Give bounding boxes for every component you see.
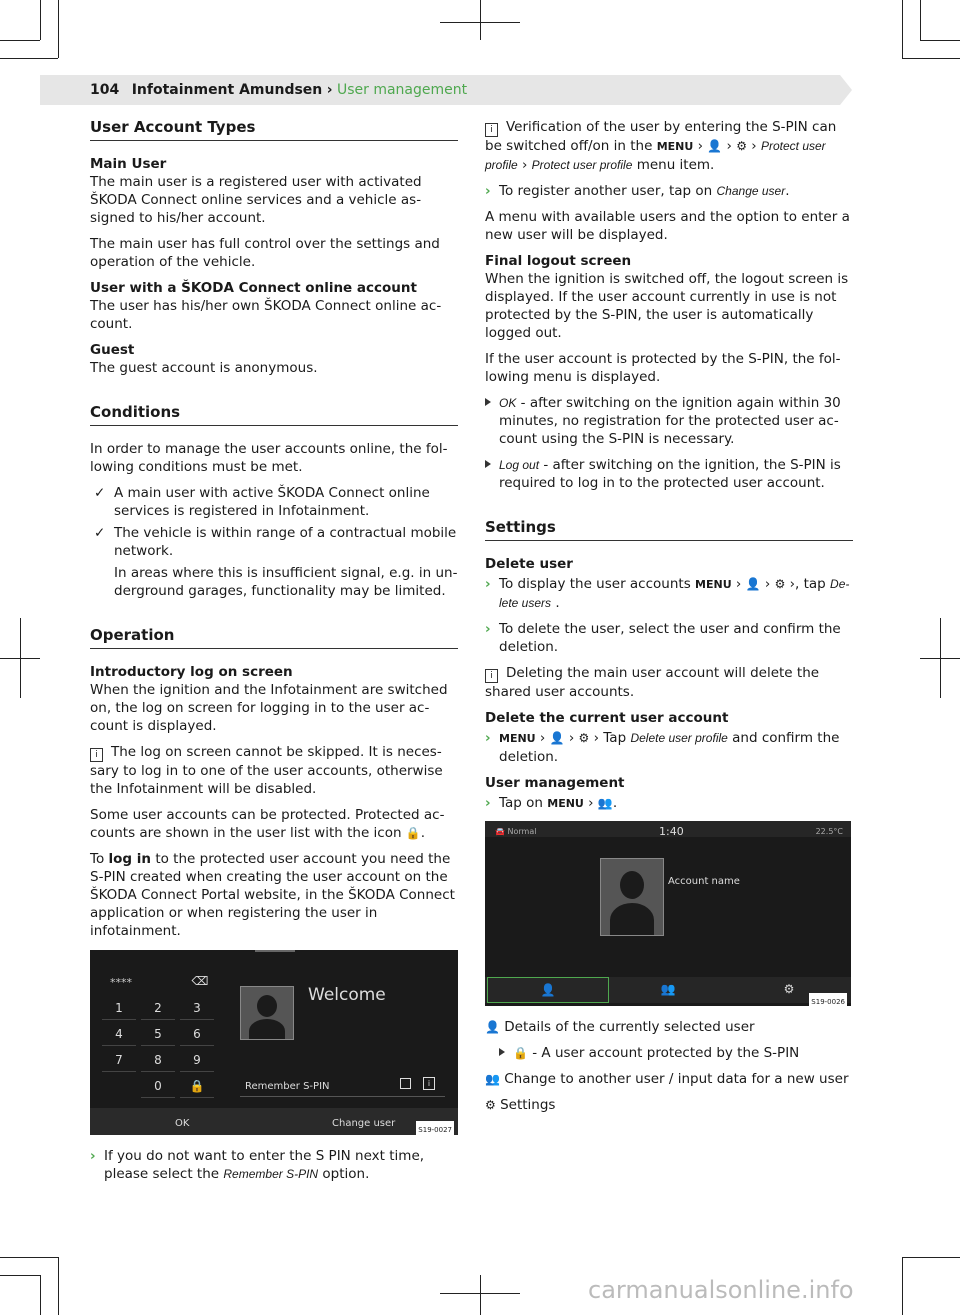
guest-title: Guest (90, 342, 135, 358)
heading-conditions: Conditions (90, 403, 458, 426)
key-2[interactable]: 2 (141, 997, 175, 1020)
step-delete-current: › MENU › 👤 › ⚙ › Tap Delete user profile and confirm the deletion. (485, 730, 840, 765)
key-8[interactable]: 8 (141, 1049, 175, 1072)
key-5[interactable]: 5 (141, 1023, 175, 1046)
conditions-intro: In order to manage the user accounts online, the following conditions must be met. (90, 441, 448, 475)
user-icon: 👤 (540, 983, 556, 997)
left-column: User Account Types Main User The main user is a registered user with activated ŠKODA Connect online services and a vehicle assigned to his/her account. The main user has full control over the settings and operation of the vehicle. User with a ŠKODA Connect online account The user has his/her own ŠKODA Connect online account. Guest The guest account is anonymous. Conditions In order to manage the user accounts online, the following conditions must be met. ✓ A main user with active ŠKODA Connect online services is registered in Infotainment. ✓ The vehicle is within range of a contractual mobile network. In areas where this is insufficient signal, e.g. in underground garages, functionality may be limited. Operation Introductory log on screen When the ignition and the Infotainment are switched on, the log on screen for logging in to the user account is displayed. i The log on screen cannot be skipped. It is necessary to log in to one of the user accounts, otherwise the Infotainment will be disabled. Some user accounts can be protected. Protected accounts are shown in the user list with the icon 🔒. To log in to the protected user account you need the S-PIN created when creating the user account on the ŠKODA Connect Portal website, in the ŠKODA Connect application or when registering the user in infotainment. **** ⌫ 1 2 3 4 5 6 7 8 9 0 🔒 Welcome Remember S-PIN i OK Change user S19-0027 › If you do not want to enter the S PIN next time, please select the Remember S-PIN option. (90, 118, 458, 1182)
users-icon: 👥 (485, 1072, 500, 1086)
temperature: 22.5°C (815, 827, 843, 836)
login-bold: log in (108, 851, 152, 867)
gear-icon: ⚙ (485, 1098, 496, 1112)
crop-mark (0, 58, 58, 59)
step-arrow-icon: › (485, 621, 491, 637)
tab-user-details[interactable] (487, 977, 609, 1003)
key-6[interactable]: 6 (180, 1023, 214, 1046)
figure-code: S19-0027 (416, 1121, 454, 1135)
tab-change-user[interactable] (608, 977, 728, 1001)
connect-user-title: User with a ŠKODA Connect online account (90, 280, 417, 296)
crop-mark (940, 618, 941, 698)
option-ok: OK - after switching on the ignition again within 30 minutes, no registration for the protected user account using the S-PIN is necessary. (485, 394, 853, 448)
current-user-title: Delete the current user account (485, 710, 729, 726)
page-number: 104 (90, 82, 120, 98)
account-name: Account name (668, 876, 740, 887)
connect-user-text: The user has his/her own ŠKODA Connect online account. (90, 298, 442, 332)
triangle-bullet-icon (485, 398, 491, 406)
section-title: User management (336, 82, 468, 98)
info-icon: i (485, 123, 498, 137)
lock-key-icon[interactable]: 🔒 (180, 1075, 214, 1098)
gear-icon: ⚙ (783, 982, 795, 996)
heading-operation: Operation (90, 626, 458, 649)
watermark: carmanualsonline.info (588, 1276, 854, 1304)
crop-mark (920, 0, 921, 40)
user-icon: 👤 (745, 577, 761, 591)
step-delete-2: › To delete the user, select the user and confirm the deletion. (485, 621, 841, 655)
main-user-text2: The main user has full control over the settings and operation of the vehicle. (90, 236, 440, 270)
gear-icon: ⚙ (774, 577, 786, 591)
gear-icon: ⚙ (736, 139, 747, 153)
legend-sub: 🔒 - A user account protected by the S-PIN (499, 1044, 853, 1062)
step-register: › To register another user, tap on Change user. (485, 183, 790, 199)
crop-mark (0, 1257, 58, 1258)
menu-text: A menu with available users and the option to enter a new user will be displayed. (485, 209, 850, 243)
avatar (600, 858, 664, 936)
key-0[interactable]: 0 (141, 1075, 175, 1098)
check-icon: ✓ (94, 525, 106, 541)
figure-code: S19-0026 (809, 993, 847, 1006)
option-logout: Log out - after switching on the ignition, the S-PIN is required to log in to the protected user account. (485, 456, 853, 492)
step-arrow-icon: › (485, 795, 491, 811)
info-icon[interactable]: i (423, 1077, 435, 1090)
lock-icon: 🔒 (405, 826, 421, 840)
step-arrow-icon: › (485, 576, 491, 592)
avatar (240, 986, 294, 1040)
protected-text: Some user accounts can be protected. Protected accounts are shown in the user list with the icon (90, 807, 445, 841)
users-icon: 👥 (597, 796, 613, 810)
step-delete-1: › To display the user accounts MENU › 👤 › ⚙ ›, tap Delete users . (485, 576, 850, 611)
info-icon: i (90, 748, 103, 762)
final-title: Final logout screen (485, 253, 632, 269)
step-arrow-icon: › (485, 730, 491, 746)
divider (240, 1096, 445, 1097)
pin-field[interactable]: **** (110, 976, 132, 989)
menu-label: MENU (656, 140, 694, 153)
user-management-title: User management (485, 775, 625, 791)
drive-mode-label: 🚘 Normal (495, 827, 537, 836)
crop-mark (58, 0, 59, 58)
backspace-icon[interactable]: ⌫ (191, 974, 209, 988)
crop-mark (0, 40, 40, 41)
ok-button[interactable]: OK (175, 1118, 190, 1129)
crop-mark (902, 1257, 960, 1258)
header-arrow (840, 75, 852, 105)
user-icon: 👤 (485, 1020, 500, 1034)
remember-spin-checkbox[interactable] (400, 1078, 411, 1089)
crop-mark (902, 1257, 903, 1315)
key-7[interactable]: 7 (102, 1049, 136, 1072)
login-screen-figure (90, 950, 458, 1135)
key-4[interactable]: 4 (102, 1023, 136, 1046)
info-icon: i (485, 669, 498, 683)
crop-mark (20, 618, 21, 698)
heading-user-account-types: User Account Types (90, 118, 458, 141)
condition-item: ✓ A main user with active ŠKODA Connect online services is registered in Infotainment. (94, 485, 430, 519)
lock-icon: 🔒 (513, 1046, 528, 1060)
remember-spin-label: Remember S-PIN (245, 1081, 330, 1092)
welcome-text: Welcome (308, 985, 386, 1005)
crop-mark (0, 1275, 40, 1276)
step-arrow-icon: › (485, 183, 491, 199)
protected-menu-text: If the user account is protected by the S-PIN, the following menu is displayed. (485, 351, 841, 385)
chapter-title: Infotainment Amundsen (131, 82, 323, 98)
crop-mark (920, 40, 960, 41)
main-user-title: Main User (90, 156, 167, 172)
key-3[interactable]: 3 (180, 997, 214, 1020)
step-remember: › If you do not want to enter the S PIN next time, please select the Remember S-PIN option. (90, 1148, 425, 1182)
guest-text: The guest account is anonymous. (90, 360, 318, 376)
check-icon: ✓ (94, 485, 106, 501)
heading-settings: Settings (485, 518, 853, 541)
skip-note: The log on screen cannot be skipped. It is necessary to log in to one of the user accounts, otherwise the Infotainment will be disabled. (90, 744, 443, 797)
crop-mark (902, 0, 903, 58)
crop-mark (480, 0, 481, 40)
user-management-screen-figure (485, 821, 851, 1006)
condition-note: In areas where this is insufficient signal, e.g. in underground garages, functionality may be limited. (114, 565, 458, 599)
intro-text: When the ignition and the Infotainment are switched on, the log on screen for logging in to the user account is displayed. (90, 682, 448, 734)
key-9[interactable]: 9 (180, 1049, 214, 1072)
crop-mark (902, 58, 960, 59)
page-header (90, 80, 467, 100)
main-user-text: The main user is a registered user with activated ŠKODA Connect online services and a vehicle assigned to his/her account. (90, 174, 422, 226)
breadcrumb-separator: › (326, 82, 333, 98)
right-column: i Verification of the user by entering the S-PIN can be switched off/on in the MENU › 👤 › ⚙ › Protect user profile › Protect user profile menu item. › To register another user, tap on Change user. A menu with available users and the option to enter a new user will be displayed. Final logout screen When the ignition is switched off, the logout screen is displayed. If the user account currently in use is not protected by the S-PIN, the user is automatically logged out. If the user account is protected by the S-PIN, the following menu is displayed. OK - after switching on the ignition again within 30 minutes, no registration for the protected user account using the S-PIN is necessary. Log out - after switching on the ignition, the S-PIN is required to log in to the protected user account. Settings Delete user › To display the user accounts MENU › 👤 › ⚙ ›, tap Delete users . › To delete the user, select the user and confirm the deletion. i Deleting the main user account will delete the shared user accounts. Delete the current user account › MENU › 👤 › ⚙ › Tap Delete user profile and confirm the deletion. User management › Tap on MENU › 👥. 🚘 Normal 1:40 22.5°C Account name 👤 👥 ⚙ S19-0026 👤 Details of the currently selected user 🔒 - A user account protected by the S-PIN 👥 Change to another user / input data for a new user ⚙ Settings (485, 118, 853, 1122)
user-icon: 👤 (707, 139, 723, 153)
crop-mark (58, 1257, 59, 1315)
key-1[interactable]: 1 (102, 997, 136, 1020)
step-arrow-icon: › (90, 1148, 96, 1164)
crop-mark (40, 0, 41, 40)
screen-top-indicator (255, 950, 295, 952)
crop-mark (480, 1275, 481, 1315)
triangle-bullet-icon (499, 1048, 505, 1056)
condition-item: ✓ The vehicle is within range of a contractual mobile network. (94, 525, 457, 559)
delete-user-title: Delete user (485, 556, 573, 572)
users-icon: 👥 (660, 982, 676, 996)
gear-icon: ⚙ (578, 731, 590, 745)
bottom-bar (90, 1108, 458, 1135)
step-user-management: › Tap on MENU › 👥. (485, 795, 618, 811)
user-icon: 👤 (549, 731, 565, 745)
crop-mark (40, 1275, 41, 1315)
change-user-button[interactable]: Change user (332, 1118, 396, 1129)
triangle-bullet-icon (485, 460, 491, 468)
intro-title: Introductory log on screen (90, 664, 293, 680)
clock: 1:40 (659, 825, 684, 838)
